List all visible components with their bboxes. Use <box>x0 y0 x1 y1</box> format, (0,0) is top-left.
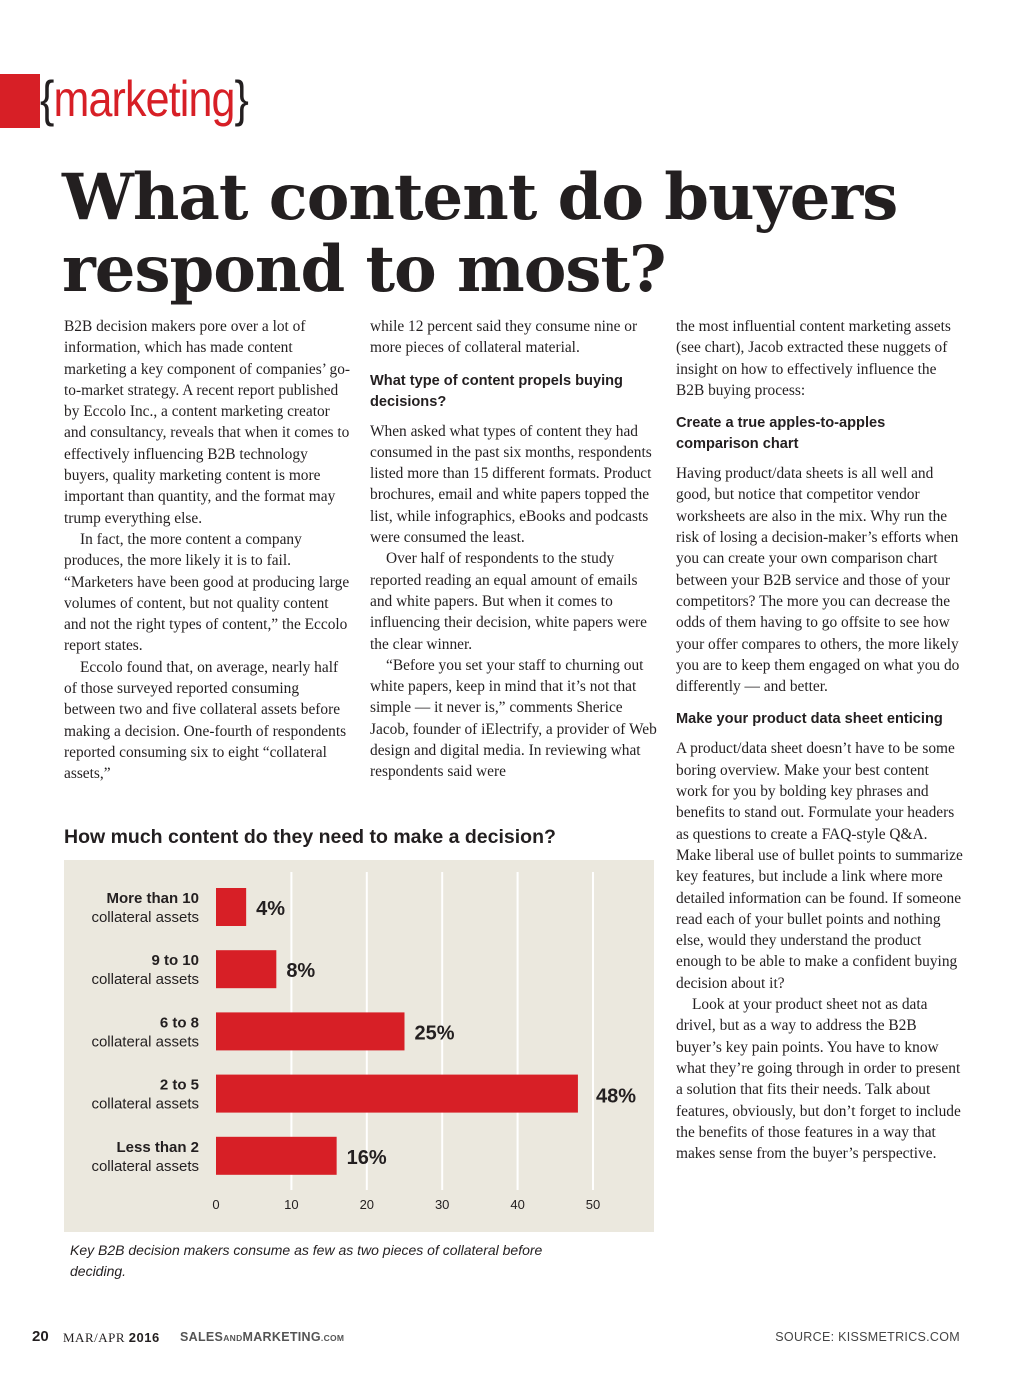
article-paragraph: Look at your product sheet not as data drivel, but as a way to address the B2B buyer’s key pain points. You have to know what they’re going through in order to present a solution that fits their needs. Talk about features, obviously, but don’t forget to include the benefits of those features in a way that makes sense from the buyer’s perspective. <box>676 996 961 1163</box>
publication-tld: .COM <box>320 1333 345 1343</box>
publication-sales: SALES <box>180 1330 224 1344</box>
article-paragraph: “Before you set your staff to churning out white papers, keep in mind that it’s not that simple — it never is,” comments Sherice Jacob, founder of iElectrify, a provider of Web design and digital media. In reviewing what respondents said were <box>370 656 657 781</box>
article-paragraph: the most influential content marketing assets (see chart), Jacob extracted these nuggets of insight on how to effectively influence the B2B buying process: <box>676 318 951 399</box>
data-label: 48% <box>595 1085 636 1108</box>
article-paragraph: In fact, the more content a company produces, the more likely it is to fail. “Marketers have been good at producing large volumes of content, but not quality content and not the right types of content,” the Eccolo report states. <box>64 530 350 655</box>
headline: What content do buyers respond to most? <box>62 160 898 307</box>
subheading-content-types: What type of content propels buying decisions? <box>370 372 623 410</box>
data-label: 4% <box>256 898 286 920</box>
bar <box>216 1075 578 1113</box>
issue-year: 2016 <box>128 1330 160 1345</box>
article-paragraph: A product/data sheet doesn’t have to be some boring overview. Make your best content work for you by bolding key phrases and benefits to stand out. Formulate your headers as questions to create a FAQ-style Q&A. Make liberal use of bullet points to summarize key features, but include a link where more detailed information can be found. If someone read each of your bullet points and nothing else, would they understand the product enough to be able to make a confident buying decision about it? <box>676 740 963 992</box>
chart-title: How much content do they need to make a decision? <box>64 826 556 848</box>
data-label: 16% <box>346 1146 387 1169</box>
data-label: 25% <box>414 1022 455 1045</box>
category-label-sub: collateral assets <box>91 1033 199 1051</box>
x-tick-label: 10 <box>284 1197 299 1212</box>
category-label: More than 10 <box>106 890 199 907</box>
article-paragraph: Over half of respondents to the study reported reading an equal amount of emails and white papers. But when it comes to influencing their decision, white papers were the clear winner. <box>370 550 647 653</box>
chart-panel <box>64 860 654 1232</box>
category-label: 2 to 5 <box>159 1076 199 1094</box>
source-credit: SOURCE: KISSMETRICS.COM <box>775 1330 960 1344</box>
chart-caption: Key B2B decision makers consume as few as two pieces of collateral before deciding. <box>70 1242 543 1279</box>
bar-chart <box>64 860 654 1232</box>
article-paragraph: Eccolo found that, on average, nearly half of those surveyed reported consuming between two and five collateral assets before making a decision. One-fourth of respondents reported consuming six to eight “collateral assets,” <box>64 658 347 783</box>
data-label: 8% <box>286 960 316 983</box>
bar <box>216 1137 337 1175</box>
bar <box>216 1012 405 1050</box>
section-label <box>40 66 248 132</box>
publication-marketing: MARKETING <box>242 1330 321 1344</box>
article-column-1 <box>64 316 352 785</box>
article-column-3 <box>676 316 964 1164</box>
bar <box>216 950 276 988</box>
category-label: 9 to 10 <box>151 952 199 970</box>
category-label-sub: collateral assets <box>91 1095 199 1113</box>
bar <box>216 888 246 926</box>
category-label-sub: collateral assets <box>91 1157 199 1175</box>
page-number: 20 <box>32 1328 49 1345</box>
category-label: 6 to 8 <box>159 1014 199 1032</box>
x-tick-label: 50 <box>585 1197 601 1212</box>
article-paragraph: B2B decision makers pore over a lot of information, which has made content marketing a key component of companies’ go-to-market strategy. A recent report published by Eccolo Inc., a content marketing creator and consultancy, reveals that when it comes to effectively influencing B2B technology buyers, quality marketing content is more important than quantity, and the format may trump everything else. <box>64 318 351 527</box>
section-color-block <box>0 74 40 128</box>
x-tick-label: 20 <box>359 1197 375 1212</box>
section-label-text: marketing <box>53 71 235 127</box>
category-label: Less than 2 <box>116 1138 199 1156</box>
article-paragraph: When asked what types of content they had consumed in the past six months, respondents listed more than 15 different formats. Product brochures, email and white papers topped the list, while infographics, eBooks and podcasts were consumed the least. <box>370 422 652 547</box>
x-tick-label: 0 <box>212 1197 220 1212</box>
subheading-data-sheet: Make your product data sheet enticing <box>676 711 943 728</box>
category-label-sub: collateral assets <box>91 909 199 926</box>
x-tick-label: 30 <box>434 1197 450 1212</box>
publication-and: AND <box>223 1333 243 1343</box>
issue-date <box>63 1330 160 1346</box>
section-bracket-open: { <box>40 71 54 127</box>
article-paragraph: while 12 percent said they consume nine or more pieces of collateral material. <box>370 318 638 357</box>
category-label-sub: collateral assets <box>91 971 199 989</box>
publication-name <box>180 1330 344 1344</box>
issue-month: MAR/APR <box>63 1330 126 1345</box>
subheading-comparison-chart: Create a true apples-to-apples comparison chart <box>676 415 886 453</box>
article-column-2 <box>370 316 658 783</box>
article-paragraph: Having product/data sheets is all well and good, but notice that competitor vendor worksheets are also in the mix. Why run the risk of losing a decision-maker’s efforts when you can create your own comparison chart between your B2B service and those of your competitors? The more you can decrease the odds of them having to go offsite to see how your offer compares to others, the more likely you are to keep them engaged on what you do differently — and better. <box>676 465 960 696</box>
section-bracket-close: } <box>234 71 249 127</box>
x-tick-label: 40 <box>510 1197 525 1212</box>
